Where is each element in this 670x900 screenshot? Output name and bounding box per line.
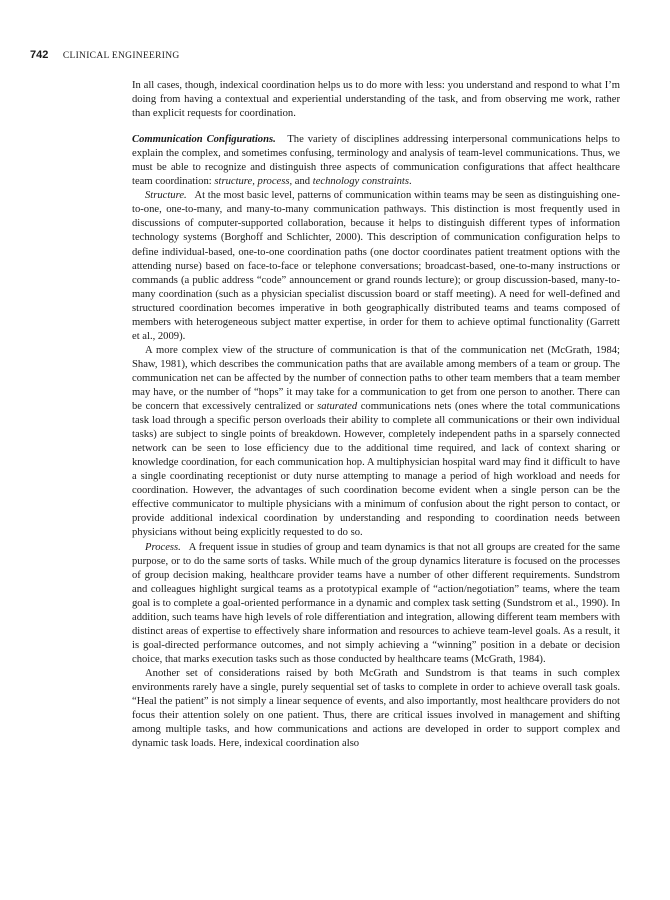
emphasized-terms: structure, process, [214, 176, 293, 188]
body-text [132, 79, 620, 751]
paragraph-text: A more complex view of the structure of communication is that of the communication net (McGrath, 1984; Shaw, 1981), which describes the communication paths that are available among members of a team or group. The communication net can be affected by the number of connection paths to other team members that a team member may have, or the number of “hops” it may take for a communication to get from one person to another. There can be concern that excessively centralized or [132, 344, 620, 413]
paragraph-structure [132, 189, 620, 344]
period-text: . [408, 176, 412, 188]
subsection-heading-structure: Structure. [145, 190, 187, 202]
section-heading-communication-configurations: Communication Configurations. [132, 134, 276, 146]
paragraph-text: A frequent issue in studies of group and team dynamics is that not all groups are created for the same purpose, or to do the same sorts of tasks. While much of the group dynamics literature is focused on the processes of group decision making, healthcare provider teams have a number of other different requirements. Sundstrom and colleagues highlight surgical teams as a prototypical example of “action/negotiation” teams, where the team goal is to complete a goal-oriented performance in a dynamic and complex task setting (Sundstrom et al., 1990). In addition, such teams have high levels of role differentiation and integration, allowing different team members with distinct areas of expertise to effectively share information and resources to achieve team-level goals. As a result, it is goal-directed performance outcomes, and not simply achieving a “winning” position in a debate or decision choice, that marks execution tasks such as those conducted by healthcare teams (McGrath, 1984). [132, 541, 620, 665]
paragraph-process [132, 541, 620, 667]
paragraph-task-considerations: Another set of considerations raised by both McGrath and Sundstrom is that teams in such complex environments rarely have a single, purely sequential set of tasks to complete in order to achieve overall task goals. “Heal the patient” is not simply a linear sequence of events, and also importantly, most healthcare providers do not focus their attention solely on one patient. Thus, there are critical issues involved in management and shifting among multiple tasks, and how communications and actions are developed in order to support complex and dynamic task loads. Here, indexical coordination also [132, 667, 620, 750]
paragraph-text: communications nets (ones where the total communications task load through a specific person overloads their ability to complete all communications or their own individual tasks) are subject to single points of breakdown. However, completely independent paths in a sparsely connected network can be seen to lose efficiency due to the additional time required, and lack of context sharing or knowledge coordination, for each communication hop. A multiphysician hospital ward may find it difficult to have a single coordinating receptionist or duty nurse attempting to manage a period of high workload and needs for coordination. However, the advantages of such coordination become evident when a single person can be the effective communicator to multiple physicians with a minimum of confusion about the right person to contact, or provide additional indexical coordination by understanding and responding to coordination needs between physicians without being explicitly requested to do so. [132, 401, 620, 539]
running-head [30, 48, 640, 62]
paragraph-communication-net [132, 344, 620, 541]
emphasized-terms: technology constraints [312, 176, 409, 188]
paragraph-text: The variety of disciplines addressing interpersonal communications helps to explain the complex, and sometimes confusing, terminology and analysis of team-level communications. Thus, we must be able to recognize and distinguish three aspects of communication configurations that affect healthcare team coordination: [132, 134, 620, 188]
paragraph-communication-configurations [132, 133, 620, 189]
emphasized-term-saturated: saturated [317, 401, 358, 413]
conjunction-text: and [292, 176, 313, 188]
paragraph-text: At the most basic level, patterns of communication within teams may be seen as distinguishing one-to-one, one-to-many, and many-to-many communication pathways. This distinction is most frequently used in discussions of computer-supported collaboration, because it helps to distinguish different types of information technology systems (Borghoff and Schlichter, 2000). This description of communication configuration helps to define individual-based, one-to-one coordination paths (one doctor coordinates patient treatment options with the attending nurse) based on face-to-face or telephone conversations; broadcast-based, one-to-many instructions or commands (a public address “code” announcement or grand rounds lecture); or group discussion-based, many-to-many coordination (such as a physician specialist discussion board or staff meeting). A need for well-defined and structured coordination becomes imperative in both geographically distributed teams and teams composed of members with heterogeneous subject matter expertise, in order for them to achieve optimal functionality (Garrett et al., 2009). [132, 190, 620, 342]
subsection-heading-process: Process. [145, 541, 181, 553]
paragraph-indexical-coordination: In all cases, though, indexical coordination helps us to do more with less: you understand and respond to what I’m doing from having a contextual and experiential understanding of the task, and from observing me work, rather than explicit requests for coordination. [132, 80, 620, 120]
running-title: CLINICAL ENGINEERING [62, 51, 180, 61]
page-number: 742 [30, 49, 49, 61]
